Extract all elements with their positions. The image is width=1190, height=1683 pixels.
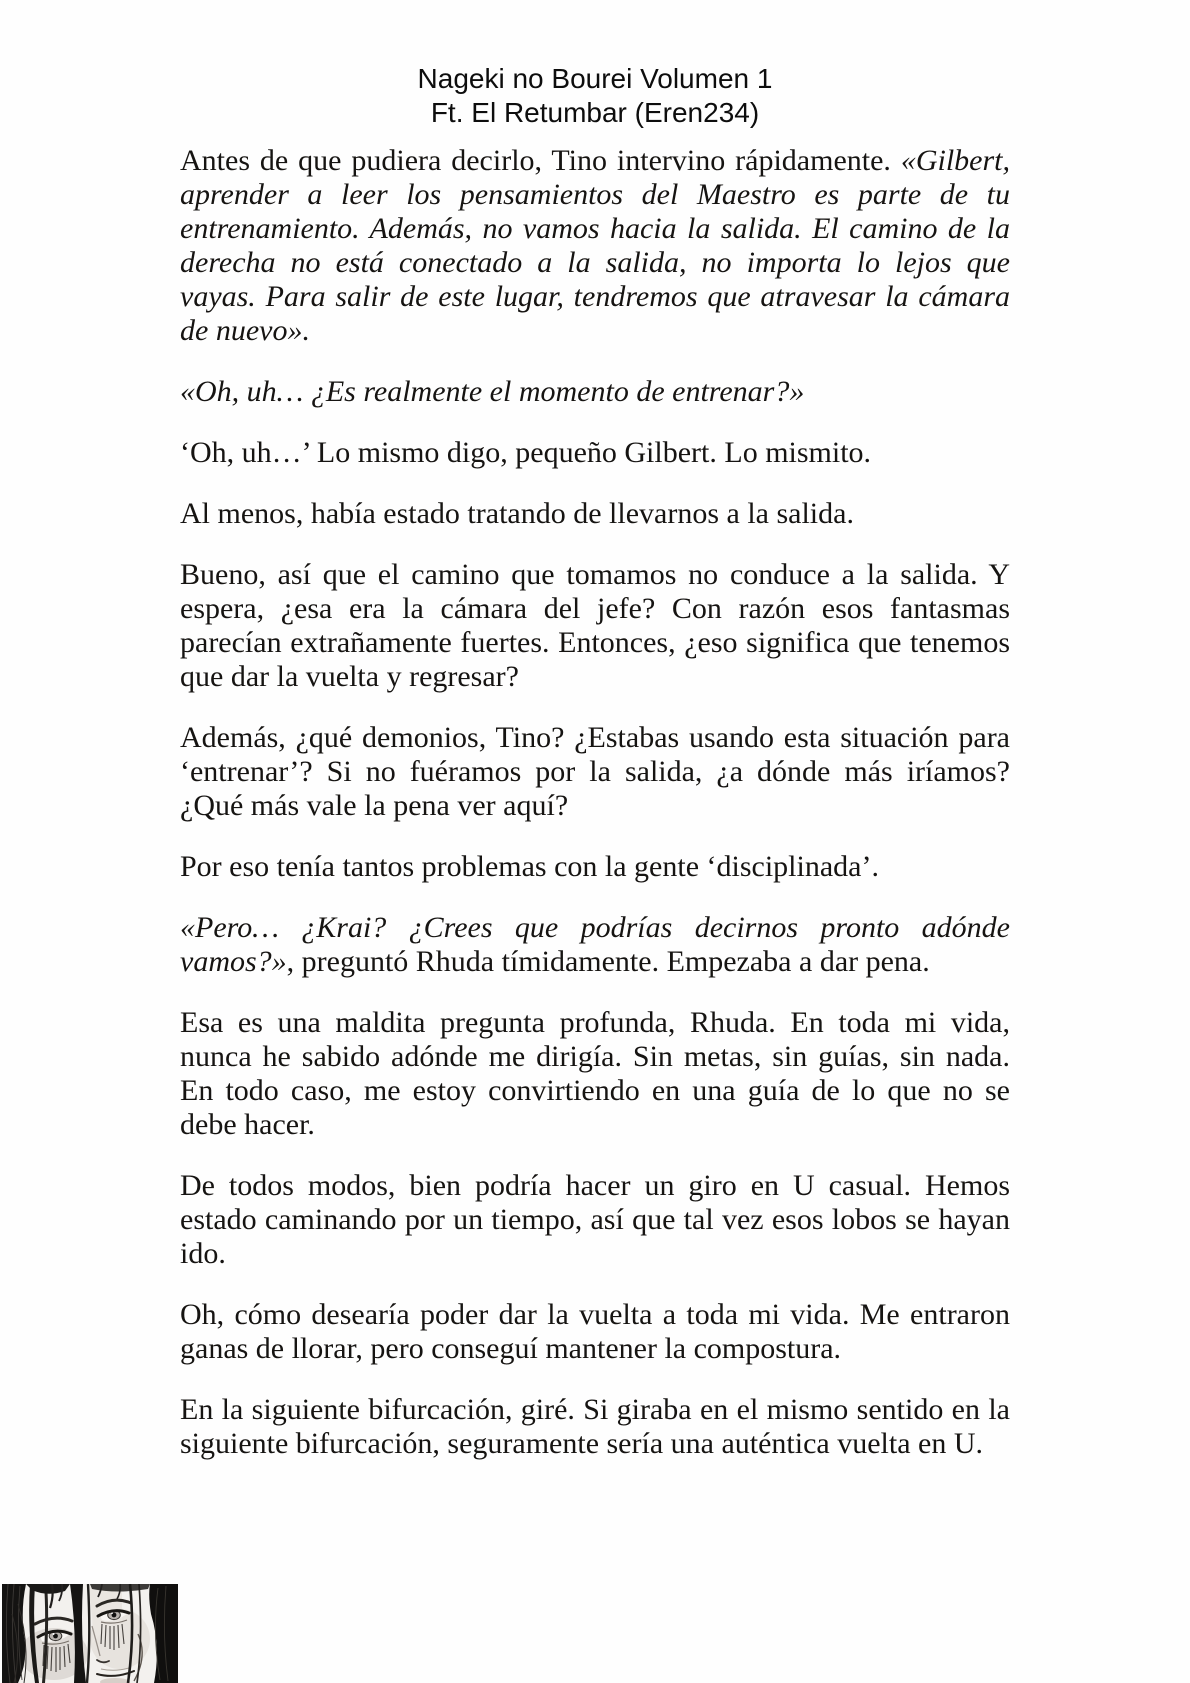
paragraph <box>180 558 1010 694</box>
header-title-line2: Ft. El Retumbar (Eren234) <box>430 97 760 128</box>
narration-text: ‘Oh, uh…’ Lo mismo digo, pequeño Gilbert. Lo mismito. <box>180 436 872 469</box>
narration-text: De todos modos, bien podría hacer un giro en U casual. Hemos estado caminando por un tiempo, así que tal vez esos lobos se hayan ido. <box>180 1169 1010 1270</box>
paragraph <box>180 721 1010 823</box>
paragraph <box>180 144 1010 348</box>
paragraph <box>180 1298 1010 1366</box>
paragraph <box>180 436 1010 470</box>
narration-text: Esa es una maldita pregunta profunda, Rhuda. En toda mi vida, nunca he sabido adónde me dirigía. Sin metas, sin guías, sin nada. En todo caso, me estoy convirtiendo en una guía de lo que no se debe hacer. <box>180 1006 1010 1141</box>
narration-text: Por eso tenía tantos problemas con la gente ‘disciplinada’. <box>180 850 879 883</box>
paragraph <box>180 911 1010 979</box>
page-header <box>180 62 1010 130</box>
quoted-dialogue: «Oh, uh… ¿Es realmente el momento de entrenar?» <box>180 375 805 408</box>
paragraph <box>180 1393 1010 1461</box>
narration-text: En la siguiente bifurcación, giré. Si giraba en el mismo sentido en la siguiente bifurcación, seguramente sería una auténtica vuelta en U. <box>180 1393 1010 1460</box>
narration-text: Bueno, así que el camino que tomamos no conduce a la salida. Y espera, ¿esa era la cámara del jefe? Con razón esos fantasmas parecían extrañamente fuertes. Entonces, ¿eso significa que tenemos que dar la vuelta y regresar? <box>180 558 1010 693</box>
narration-text: Además, ¿qué demonios, Tino? ¿Estabas usando esta situación para ‘entrenar’? Si no fuéramos por la salida, ¿a dónde más iríamos? ¿Qué más vale la pena ver aquí? <box>180 721 1010 822</box>
manga-face-illustration <box>2 1584 178 1683</box>
paragraph <box>180 1169 1010 1271</box>
paragraph <box>180 497 1010 531</box>
paragraph <box>180 1006 1010 1142</box>
quoted-dialogue: «Gilbert, aprender a leer los pensamientos del Maestro es parte de tu entrenamiento. Además, no vamos hacia la salida. El camino de la derecha no está conectado a la salida, no importa lo lejos que vayas. Para salir de este lugar, tendremos que atravesar la cámara de nuevo». <box>180 144 1010 347</box>
header-title-line1: Nageki no Bourei Volumen 1 <box>417 63 773 94</box>
quoted-dialogue: «Pero… ¿Krai? ¿Crees que podrías decirnos pronto adónde vamos?» <box>180 911 1010 978</box>
paragraph <box>180 375 1010 409</box>
narration-text: Oh, cómo desearía poder dar la vuelta a toda mi vida. Me entraron ganas de llorar, pero conseguí mantener la compostura. <box>180 1298 1010 1365</box>
narration-text: , preguntó Rhuda tímidamente. Empezaba a dar pena. <box>286 945 930 978</box>
narration-text: Antes de que pudiera decirlo, Tino intervino rápidamente. <box>180 144 901 177</box>
body-text <box>180 144 1010 1461</box>
paragraph <box>180 850 1010 884</box>
narration-text: Al menos, había estado tratando de llevarnos a la salida. <box>180 497 854 530</box>
